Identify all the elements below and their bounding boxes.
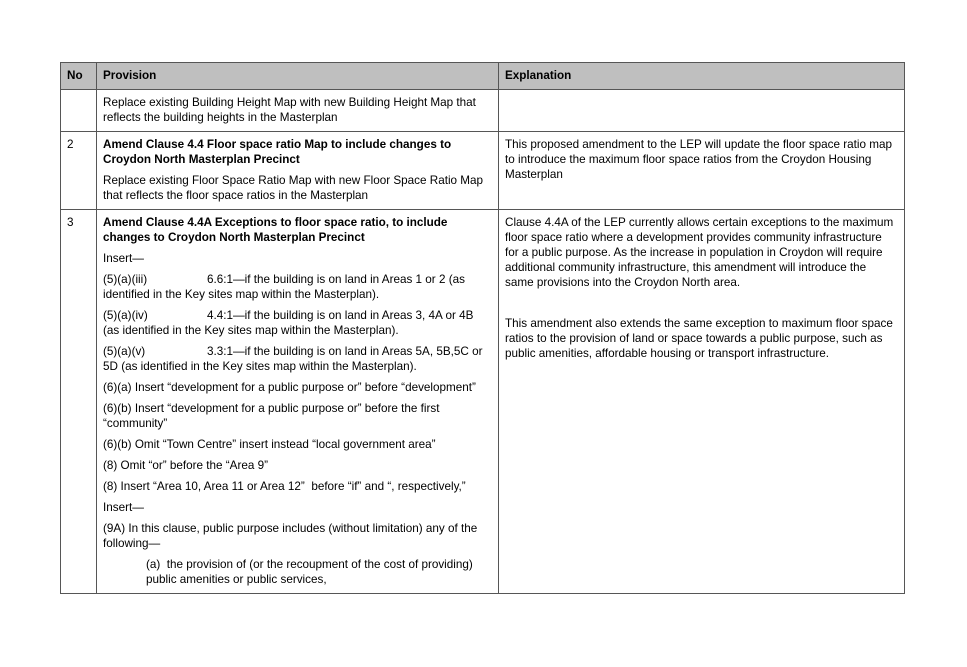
- explanation-paragraph: This proposed amendment to the LEP will update the floor space ratio map to introduce the maximum floor space ratios from the Croydon Housing Masterplan: [505, 138, 896, 181]
- provision-paragraph: Replace existing Floor Space Ratio Map with new Floor Space Ratio Map that reflects the floor space ratios in the Masterplan: [103, 174, 487, 202]
- provision-cell: [97, 90, 499, 132]
- provision-paragraph: (8) Insert “Area 10, Area 11 or Area 12” before “if” and “, respectively,”: [103, 480, 466, 493]
- header-no: No: [61, 63, 97, 90]
- provision-paragraph: Replace existing Building Height Map with new Building Height Map that reflects the building heights in the Masterplan: [103, 96, 480, 124]
- provision-paragraph: Amend Clause 4.4A Exceptions to floor space ratio, to include changes to Croydon North Masterplan Precinct: [103, 216, 451, 244]
- provision-paragraph: (5)(a)(v) 3.3:1—if the building is on land in Areas 5A, 5B,5C or 5D (as identified in the Key sites map within the Masterplan).: [103, 345, 486, 373]
- table-header-row: [61, 63, 905, 90]
- provision-paragraph: (6)(b) Insert “development for a public purpose or” before the first “community”: [103, 402, 443, 430]
- table-body: [61, 90, 905, 594]
- explanation-paragraph: This amendment also extends the same exception to maximum floor space ratios to the provision of land or space towards a public purpose, such as public amenities, affordable housing or transport infrastructure.: [505, 317, 897, 360]
- row-number-cell: 3: [61, 210, 97, 594]
- provision-paragraph: (5)(a)(iv) 4.4:1—if the building is on land in Areas 3, 4A or 4B (as identified in the Key sites map within the Masterplan).: [103, 309, 477, 337]
- provision-paragraph: (9A) In this clause, public purpose includes (without limitation) any of the following—: [103, 522, 481, 550]
- explanation-cell: [499, 210, 905, 594]
- clause-ref: (5)(a)(iv): [103, 309, 148, 322]
- clause-ref: (5)(a)(v): [103, 345, 146, 358]
- explanation-paragraph: Clause 4.4A of the LEP currently allows certain exceptions to the maximum floor space ratio where a development provides community infrastructure for a public purpose. As the increase in population in Croydon will require additional community infrastructure, this amendment will introduce the same provisions into the Croydon North area.: [505, 216, 897, 289]
- explanation-cell: [499, 132, 905, 210]
- table-row: [61, 210, 905, 594]
- header-provision: Provision: [97, 63, 499, 90]
- clause-ref: (5)(a)(iii): [103, 273, 148, 286]
- provision-paragraph: (a) the provision of (or the recoupment of the cost of providing) public amenities or public services,: [146, 558, 477, 586]
- provision-paragraph: (6)(b) Omit “Town Centre” insert instead “local government area”: [103, 438, 436, 451]
- provision-paragraph: Insert—: [103, 501, 144, 514]
- row-number-cell: [61, 90, 97, 132]
- table-row: [61, 132, 905, 210]
- row-number-cell: 2: [61, 132, 97, 210]
- provision-paragraph: (6)(a) Insert “development for a public purpose or” before “development”: [103, 381, 476, 394]
- provision-paragraph: (8) Omit “or” before the “Area 9”: [103, 459, 268, 472]
- header-explanation: Explanation: [499, 63, 905, 90]
- explanation-cell: [499, 90, 905, 132]
- provision-paragraph: (5)(a)(iii) 6.6:1—if the building is on land in Areas 1 or 2 (as identified in the Key sites map within the Masterplan).: [103, 273, 469, 301]
- provision-cell: [97, 132, 499, 210]
- amendments-table: [60, 62, 905, 594]
- table-row: [61, 90, 905, 132]
- provision-paragraph: Amend Clause 4.4 Floor space ratio Map to include changes to Croydon North Masterplan Precinct: [103, 138, 455, 166]
- provision-cell: [97, 210, 499, 594]
- provision-paragraph: Insert—: [103, 252, 144, 265]
